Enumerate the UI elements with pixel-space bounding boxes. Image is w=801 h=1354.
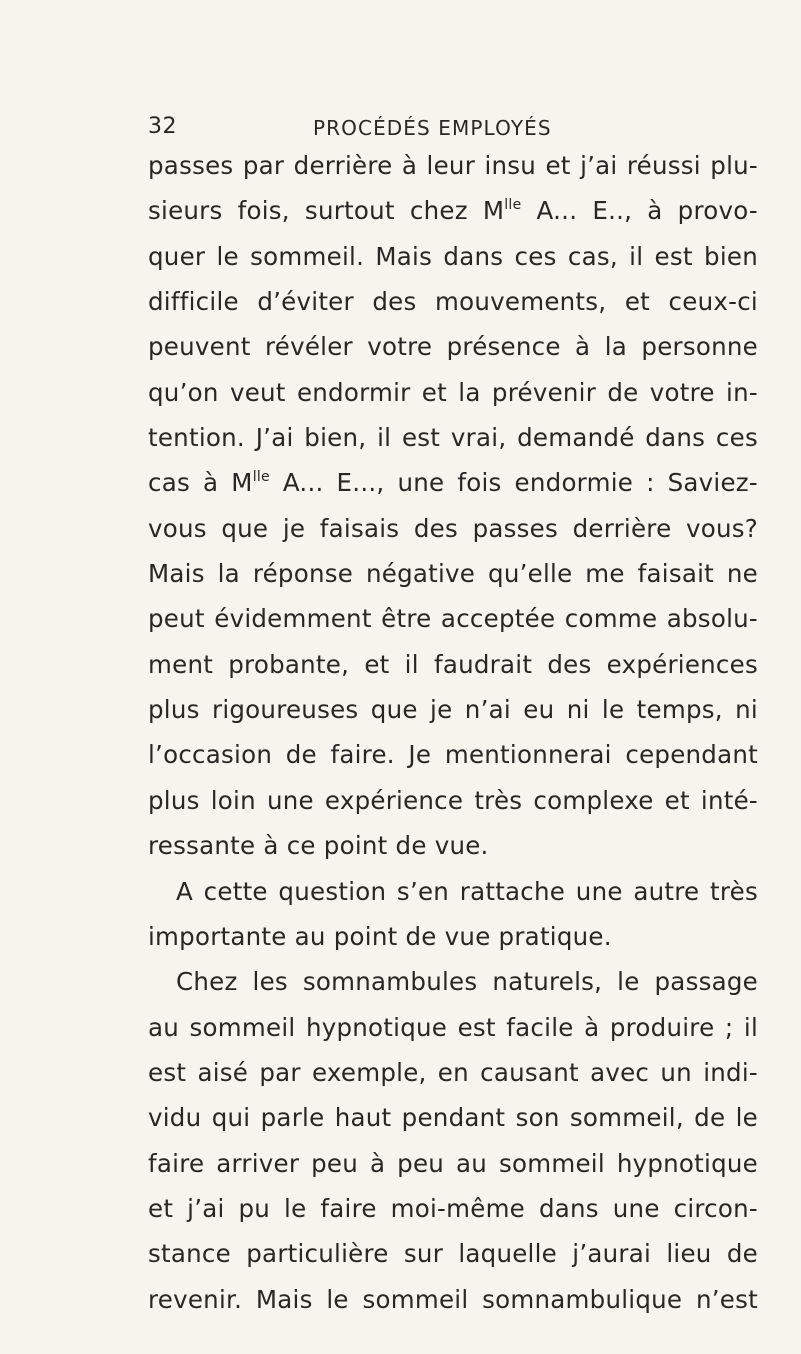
text-line: tention. J’ai bien, il est vrai, demandé dans ces xyxy=(148,423,758,453)
text-line: peuvent révéler votre présence à la personne xyxy=(148,332,758,362)
running-title: PROCÉDÉS EMPLOYÉS xyxy=(313,116,552,140)
text-line: qu’on veut endormir et la prévenir de votre in- xyxy=(148,377,758,407)
body-text xyxy=(148,143,758,1322)
text-line: difficile d’éviter des mouvements, et ceux-ci xyxy=(148,287,758,317)
text-line: revenir. Mais le sommeil somnambulique n’est xyxy=(148,1284,758,1314)
text-line: vidu qui parle haut pendant son sommeil, de le xyxy=(148,1103,758,1133)
text-line: l’occasion de faire. Je mentionnerai cependant xyxy=(148,740,758,770)
text-line: au sommeil hypnotique est facile à produire ; il xyxy=(148,1012,758,1042)
text-line: cas à $M^{lle}$ A... E..., une fois endormie : Saviez- xyxy=(148,468,758,498)
text-line: peut évidemment être acceptée comme absolu- xyxy=(148,604,758,634)
text-line: vous que je faisais des passes derrière vous? xyxy=(148,513,758,543)
page-number: 32 xyxy=(148,114,177,139)
text-line: importante au point de vue pratique. xyxy=(148,921,612,951)
text-line: passes par derrière à leur insu et j’ai réussi plu- xyxy=(148,151,758,180)
text-line: plus loin une expérience très complexe et inté- xyxy=(148,785,758,815)
text-line: faire arriver peu à peu au sommeil hypnotique xyxy=(148,1148,758,1178)
text-line: ment probante, et il faudrait des expériences xyxy=(148,649,758,679)
text-line: sieurs fois, surtout chez $M^{lle}$ A... E.., à provo- xyxy=(148,196,758,226)
text-line: Mais la réponse négative qu’elle me faisait ne xyxy=(148,559,758,589)
text-line: quer le sommeil. Mais dans ces cas, il est bien xyxy=(148,241,758,271)
text-line: plus rigoureuses que je n’ai eu ni le temps, ni xyxy=(148,695,758,725)
text-line: est aisé par exemple, en causant avec un indi- xyxy=(148,1057,758,1087)
text-line: A cette question s’en rattache une autre très xyxy=(176,876,758,906)
text-line: et j’ai pu le faire moi-même dans une circon- xyxy=(148,1193,758,1223)
text-line: stance particulière sur laquelle j’aurai lieu de xyxy=(148,1239,758,1269)
text-line: Chez les somnambules naturels, le passage xyxy=(176,967,758,997)
page-header xyxy=(148,104,748,144)
text-line: ressante à ce point de vue. xyxy=(148,831,489,861)
